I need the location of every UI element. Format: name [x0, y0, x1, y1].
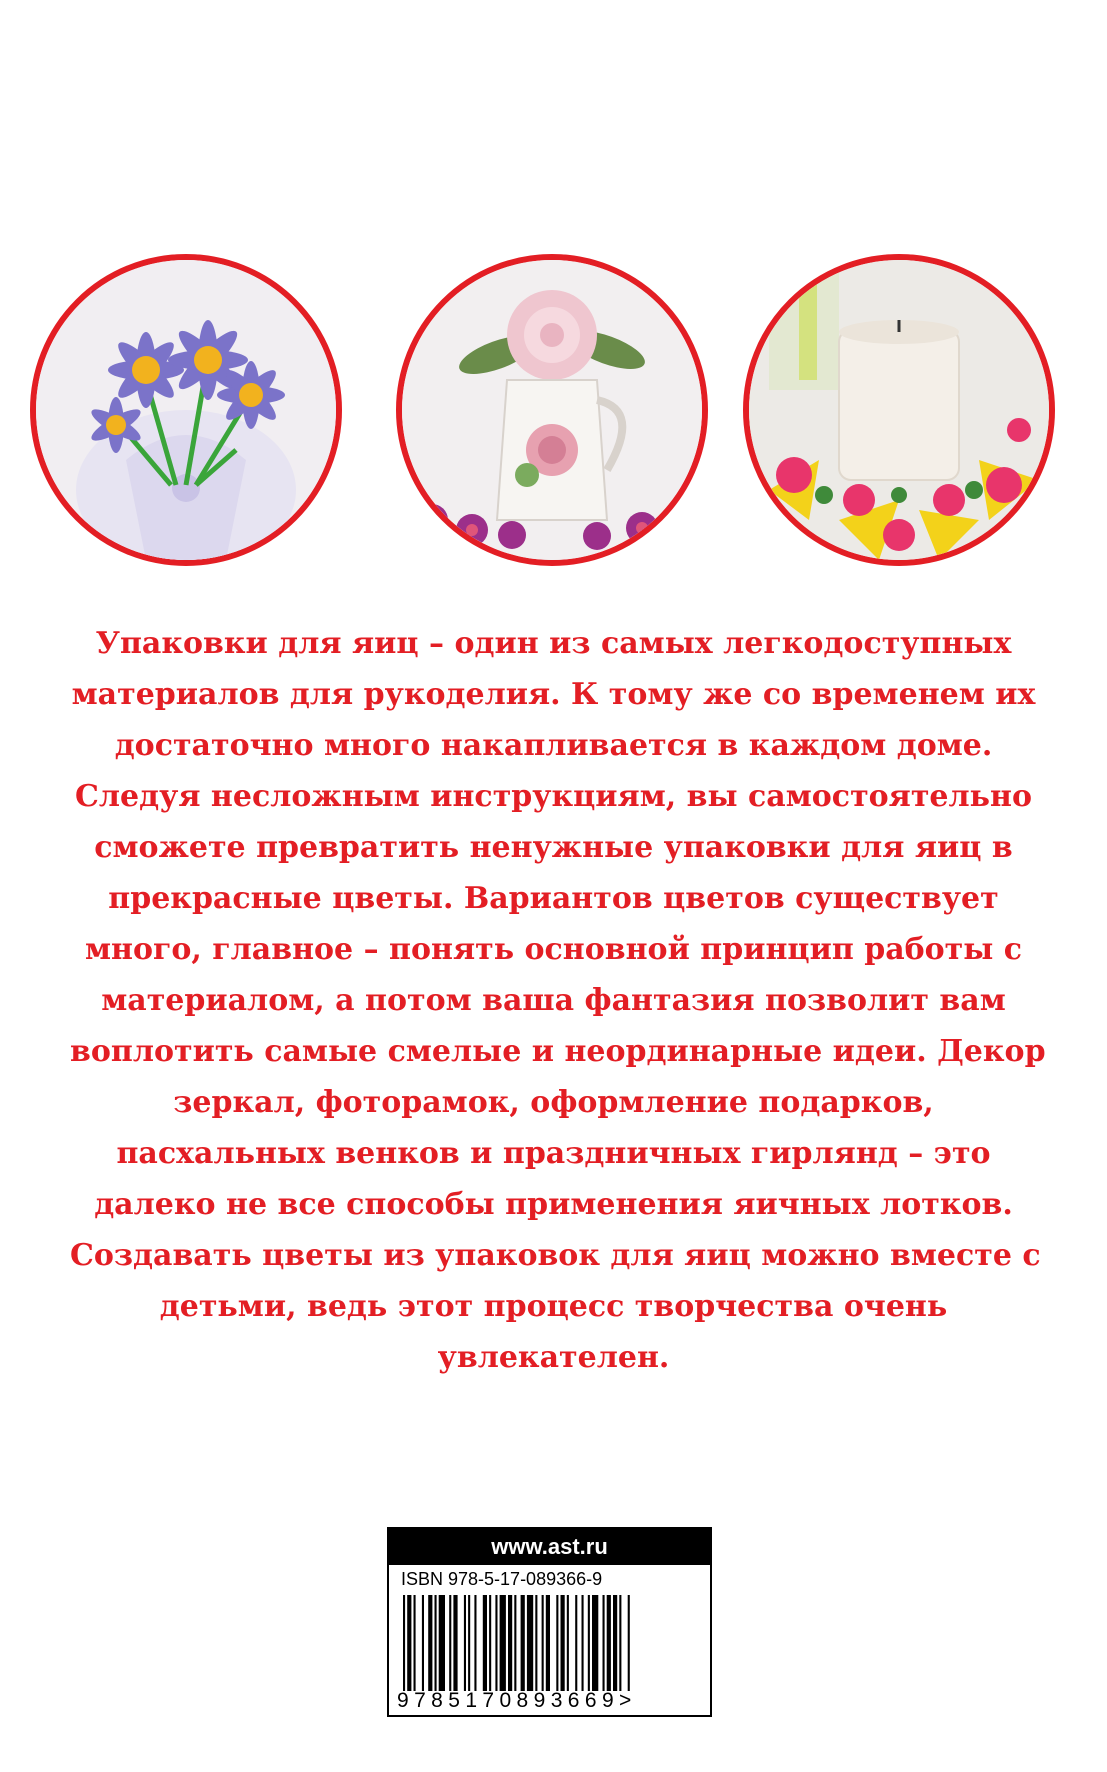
- description-line: пасхальных венков и праздничных гирлянд – это: [116, 1136, 991, 1171]
- description-line: зеркал, фоторамок, оформление подарков,: [173, 1085, 934, 1120]
- barcode-bar: [468, 1595, 470, 1691]
- barcode-bar: [435, 1595, 437, 1691]
- description-line: увлекателен.: [437, 1340, 670, 1375]
- barcode-bar: [414, 1595, 416, 1691]
- photo-felt-daisies: [30, 254, 342, 566]
- barcode-bar: [422, 1595, 424, 1691]
- barcode-bar: [453, 1595, 457, 1691]
- barcode-bar: [474, 1595, 476, 1691]
- barcode-bar: [428, 1595, 432, 1691]
- barcode-bar: [508, 1595, 512, 1691]
- barcode-bar: [535, 1595, 537, 1691]
- barcode-bar: [575, 1595, 577, 1691]
- barcode-bar: [407, 1595, 411, 1691]
- description-line: Следуя несложным инструкциям, вы самостоятельно: [75, 779, 1032, 814]
- barcode-bar: [439, 1595, 445, 1691]
- barcode-bar: [556, 1595, 558, 1691]
- barcode-bar: [628, 1595, 630, 1691]
- photo-candle-wreath: [743, 254, 1055, 566]
- isbn-barcode-box: [387, 1527, 712, 1717]
- description-line: прекрасные цветы. Вариантов цветов существует: [108, 881, 999, 916]
- barcode-bar: [546, 1595, 550, 1691]
- daisies-illustration: [36, 260, 336, 560]
- publisher-website: www.ast.ru: [389, 1529, 710, 1565]
- description-line: воплотить самые смелые и неординарные идеи. Декор: [70, 1034, 1046, 1069]
- barcode-bar: [582, 1595, 584, 1691]
- barcode-bar: [449, 1595, 451, 1691]
- barcode-bar: [495, 1595, 497, 1691]
- barcode-bar: [607, 1595, 611, 1691]
- barcode-bar: [527, 1595, 533, 1691]
- candle-illustration: [749, 260, 1049, 560]
- barcode-bar: [603, 1595, 605, 1691]
- barcode-bar: [542, 1595, 544, 1691]
- barcode-bar: [500, 1595, 506, 1691]
- barcode-bar: [588, 1595, 590, 1691]
- description-line: далеко не все способы применения яичных лотков.: [94, 1187, 1013, 1222]
- description-line: материалов для рукоделия. К тому же со временем их: [71, 677, 1036, 712]
- barcode-bar: [613, 1595, 617, 1691]
- description-line: Упаковки для яиц – один из самых легкодоступных: [95, 626, 1012, 661]
- barcode-bar: [619, 1595, 621, 1691]
- barcode-digits: 9785170893669>: [397, 1689, 637, 1712]
- barcode-bar: [514, 1595, 516, 1691]
- barcode-bar: [489, 1595, 491, 1691]
- description-line: много, главное – понять основной принцип работы с: [84, 932, 1023, 967]
- description-line: детьми, ведь этот процесс творчества очень: [159, 1289, 948, 1324]
- description-line: достаточно много накапливается в каждом доме.: [114, 728, 993, 763]
- barcode-bar: [592, 1595, 598, 1691]
- barcode-bar: [403, 1595, 405, 1691]
- jug-illustration: [402, 260, 702, 560]
- description-line: Создавать цветы из упаковок для яиц можно вместе с: [70, 1238, 1041, 1273]
- barcode-bar: [464, 1595, 466, 1691]
- barcode-bar: [521, 1595, 525, 1691]
- barcode-bar: [561, 1595, 565, 1691]
- barcode-bars: [403, 1595, 698, 1691]
- book-description: [70, 618, 1046, 1383]
- photo-roses-jug: [396, 254, 708, 566]
- barcode-bar: [483, 1595, 487, 1691]
- description-line: сможете превратить ненужные упаковки для яиц в: [94, 830, 1013, 865]
- isbn-label: ISBN 978-5-17-089366-9: [401, 1569, 603, 1589]
- barcode-bar: [567, 1595, 569, 1691]
- description-line: материалом, а потом ваша фантазия позволит вам: [101, 983, 1006, 1018]
